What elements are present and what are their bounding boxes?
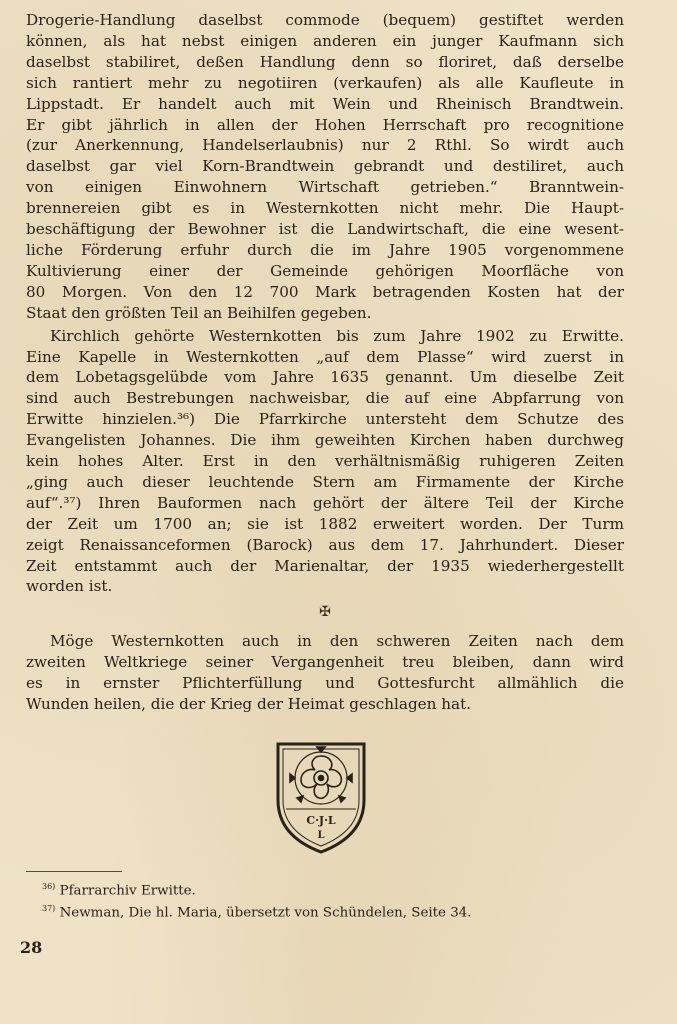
footnote-divider (26, 871, 122, 872)
text-line: 80 Morgen. Von den 12 700 Mark betragenden Kosten hat der (26, 282, 624, 301)
text-line: Drogerie-Handlung daselbst commode (bequem) gestiftet werden (26, 11, 624, 29)
rose-shield-emblem-icon (274, 740, 368, 856)
text-line: Eine Kapelle in Westernkotten „auf dem Plasse“ wird zuerst in (26, 347, 624, 366)
text-line: „ging auch dieser leuchtende Stern am Firmamente der Kirche (26, 472, 624, 491)
text-line: von einigen Einwohnern Wirtschaft getrieben.“ Branntwein- (26, 178, 624, 197)
footnote-37 (42, 900, 472, 922)
text-line: auf“.³⁷) Ihren Bauformen nach gehört der ältere Teil der Kirche (26, 493, 624, 512)
emblem-initials-top: C·J·L (306, 814, 336, 827)
text-line: Erwitte hinzielen.³⁶) Die Pfarrkirche untersteht dem Schutze des (26, 410, 624, 429)
text-line: Kirchlich gehörte Westernkotten bis zum Jahre 1902 zu Erwitte. (50, 326, 624, 345)
text-line: (zur Anerkennung, Handelserlaubnis) nur 2 Rthl. So wirdt auch (26, 136, 624, 155)
footnote-text: Newman, Die hl. Maria, übersetzt von Schündelen, Seite 34. (59, 905, 472, 921)
text-line: Er gibt jährlich in allen der Hohen Herrschaft pro recognitione (26, 115, 624, 134)
text-line: Zeit entstammt auch der Marienaltar, der 1935 wiederhergestellt (26, 556, 624, 575)
text-line: daselbst stabiliret, deßen Handlung denn so floriret, daß derselbe (26, 52, 624, 71)
text-line: Staat den größten Teil an Beihilfen gegeben. (26, 303, 372, 322)
text-line: Möge Westernkotten auch in den schweren Zeiten nach dem (50, 632, 624, 651)
text-line: Kultivierung einer der Gemeinde gehörigen Moorfläche von (26, 261, 624, 280)
text-line: dem Lobetagsgelübde vom Jahre 1635 genannt. Um dieselbe Zeit (26, 368, 624, 387)
text-line: sich rantiert mehr zu negotiiren (verkaufen) als alle Kaufleute in (26, 73, 624, 92)
footnote-36 (42, 878, 472, 900)
paragraph-2 (26, 326, 624, 598)
text-line: worden ist. (26, 577, 113, 596)
text-line: können, als hat nebst einigen anderen ein junger Kaufmann sich (26, 31, 624, 50)
footnote-text: Pfarrarchiv Erwitte. (59, 883, 196, 899)
footnotes (42, 878, 472, 923)
text-line: Wunden heilen, die der Krieg der Heimat geschlagen hat. (26, 695, 472, 714)
text-line: zeigt Renaissanceformen (Barock) aus dem 17. Jahrhundert. Dieser (26, 535, 624, 554)
text-line: zweiten Weltkriege seiner Vergangenheit treu bleiben, dann wird (26, 653, 624, 672)
footnote-mark: 37) (42, 904, 56, 914)
text-line: sind auch Bestrebungen nachweisbar, die auf eine Abpfarrung von (26, 389, 624, 408)
text-line: der Zeit um 1700 an; sie ist 1882 erweitert worden. Der Turm (26, 514, 624, 533)
paragraph-3 (26, 631, 624, 715)
text-line: brennereien gibt es in Westernkotten nicht mehr. Die Haupt- (26, 199, 624, 218)
text-line: daselbst gar viel Korn-Brandtwein gebrandt und destiliret, auch (26, 157, 624, 176)
text-line: Lippstadt. Er handelt auch mit Wein und Rheinisch Brandtwein. (26, 94, 624, 113)
page-number: 28 (20, 938, 43, 957)
text-line: kein hohes Alter. Erst in den verhältnismäßig ruhigeren Zeiten (26, 452, 624, 471)
text-line: beschäftigung der Bewohner ist die Landwirtschaft, die eine wesent- (26, 220, 624, 239)
text-line: es in ernster Pflichterfüllung und Gottesfurcht allmählich die (26, 674, 624, 693)
publisher-emblem (274, 740, 368, 856)
text-line: liche Förderung erfuhr durch die im Jahre 1905 vorgenommene (26, 240, 624, 259)
text-line: Evangelisten Johannes. Die ihm geweihten Kirchen haben durchweg (26, 431, 624, 450)
emblem-initials-bottom: L (317, 830, 325, 841)
footnote-mark: 36) (42, 882, 56, 891)
section-separator: ✠ (319, 604, 331, 621)
book-page-body (26, 10, 624, 715)
paragraph-1 (26, 10, 624, 324)
